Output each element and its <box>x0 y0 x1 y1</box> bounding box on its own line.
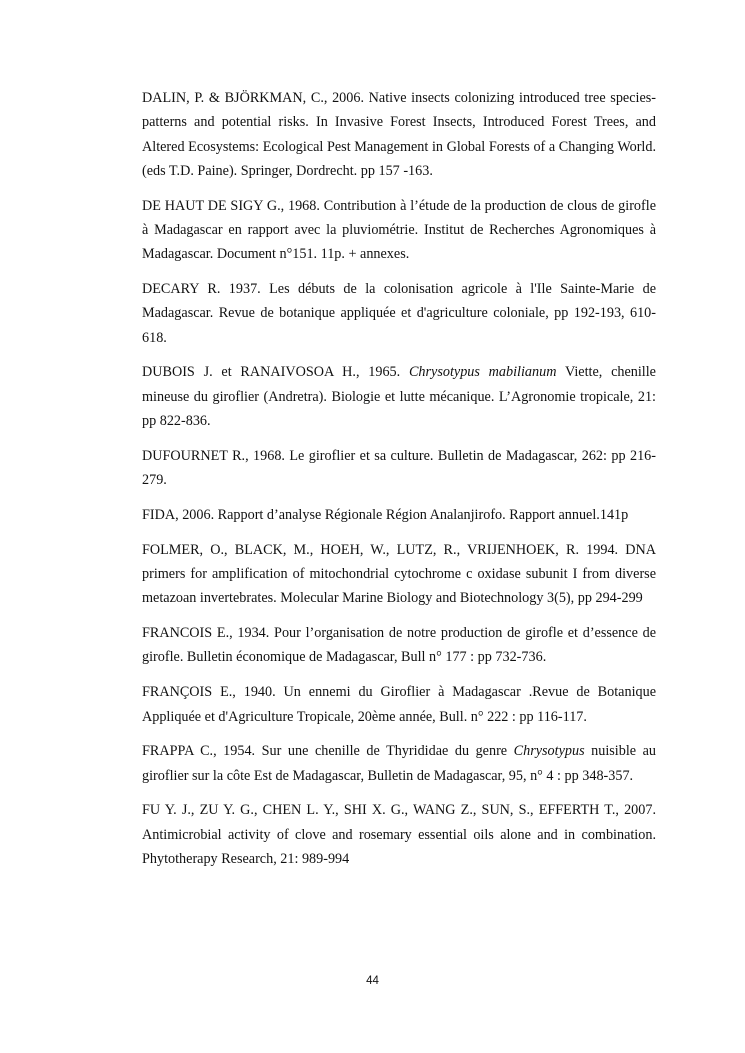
reference-entry: FOLMER, O., BLACK, M., HOEH, W., LUTZ, R., VRIJENHOEK, R. 1994. DNA primers for amplification of mitochondrial cytochrome c oxidase subunit I from diverse metazoan invertebrates. Molecular Marine Biology and Biotechnology 3(5), pp 294-299 <box>142 541 656 607</box>
reference-text: DUBOIS J. et RANAIVOSOA H., 1965. <box>142 364 409 381</box>
reference-entry <box>142 739 656 788</box>
reference-entry: FRANÇOIS E., 1940. Un ennemi du Giroflier à Madagascar .Revue de Botanique Appliquée et d'Agriculture Tropicale, 20ème année, Bull. n° 222 : pp 116-117. <box>142 684 656 725</box>
reference-text: nuisible au giroflier sur la côte Est de Madagascar, Bulletin de Madagascar, 95, n° 4 : pp 348-357. <box>142 743 657 784</box>
genus-name: Chrysotypus <box>513 743 585 760</box>
reference-entry: FRANCOIS E., 1934. Pour l’organisation de notre production de girofle et d’essence de girofle. Bulletin économique de Madagascar, Bull n° 177 : pp 732-736. <box>142 625 656 666</box>
reference-text: FRAPPA C., 1954. Sur une chenille de Thyrididae du genre <box>142 743 514 760</box>
reference-text: Viette, chenille mineuse du giroflier (Andretra). Biologie et lutte mécanique. L’Agronomie tropicale, 21: pp 822-836. <box>142 364 656 430</box>
reference-entry: DE HAUT DE SIGY G., 1968. Contribution à l’étude de la production de clous de girofle à Madagascar en rapport avec la pluviométrie. Institut de Recherches Agronomiques à Madagascar. Document n°151. 11p. + annexes. <box>142 197 656 263</box>
page-number: 44 <box>366 975 379 987</box>
reference-entry: DECARY R. 1937. Les débuts de la colonisation agricole à l'Ile Sainte-Marie de Madagascar. Revue de botanique appliquée et d'agriculture coloniale, pp 192-193, 610-618. <box>142 281 656 346</box>
reference-entry: FU Y. J., ZU Y. G., CHEN L. Y., SHI X. G., WANG Z., SUN, S., EFFERTH T., 2007. Antimicrobial activity of clove and rosemary essential oils alone and in combination. Phytotherapy Research, 21: 989-994 <box>142 802 656 868</box>
reference-entry: DUFOURNET R., 1968. Le giroflier et sa culture. Bulletin de Madagascar, 262: pp 216-279. <box>142 447 656 489</box>
reference-entry: DALIN, P. & BJÖRKMAN, C., 2006. Native insects colonizing introduced tree species-patterns and potential risks. In Invasive Forest Insects, Introduced Forest Trees, and Altered Ecosystems: Ecological Pest Management in Global Forests of a Changing World. (eds T.D. Paine). Springer, Dordrecht. pp 157 -163. <box>142 90 656 179</box>
reference-entry: FIDA, 2006. Rapport d’analyse Régionale Région Analanjirofo. Rapport annuel.141p <box>142 506 629 523</box>
species-name: Chrysotypus mabilianum <box>408 364 557 381</box>
reference-list <box>142 86 656 882</box>
reference-entry <box>142 360 656 433</box>
